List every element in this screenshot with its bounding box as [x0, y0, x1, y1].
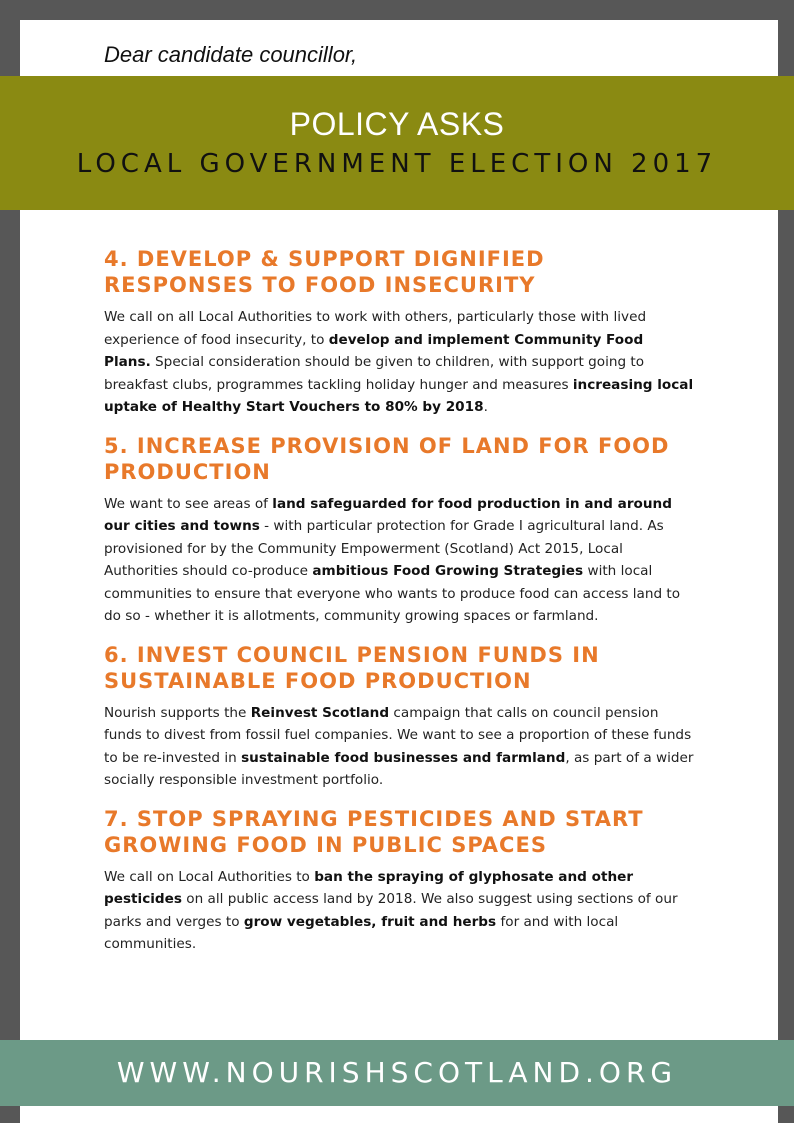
- body-emphasis: sustainable food businesses and farmland: [241, 749, 566, 766]
- policy-section-5: [104, 433, 694, 628]
- body-text: on all public access land by 2018. We also suggest using sections of our parks and verges to: [104, 891, 678, 930]
- policy-section-7: [104, 806, 694, 956]
- body-text: We call on Local Authorities to: [104, 868, 315, 885]
- title-banner: [0, 76, 794, 210]
- banner-subtitle: LOCAL GOVERNMENT ELECTION 2017: [76, 149, 718, 179]
- section-heading: 5. INCREASE PROVISION OF LAND FOR FOOD PRODUCTION: [104, 433, 670, 484]
- body-text: We want to see areas of: [104, 495, 273, 512]
- body-emphasis: develop and implement Community Food Plans.: [104, 331, 644, 370]
- banner-title: POLICY ASKS: [289, 106, 505, 142]
- body-emphasis: ambitious Food Growing Strategies: [312, 563, 584, 579]
- policy-section-4: [104, 246, 694, 419]
- body-text: .: [483, 399, 488, 415]
- section-body: [104, 306, 694, 419]
- section-body: [104, 866, 694, 956]
- policy-sections: [104, 246, 694, 970]
- greeting: Dear candidate councillor,: [104, 42, 358, 67]
- section-body: [104, 702, 694, 792]
- body-text: with local communities to ensure that everyone who wants to produce food can access land to do so - whether it is allotments, community growing spaces or farmland.: [104, 563, 681, 624]
- body-emphasis: increasing local uptake of Healthy Start Vouchers to 80% by 2018: [104, 376, 694, 415]
- body-text: for and with local communities.: [104, 913, 619, 952]
- section-heading: 7. STOP SPRAYING PESTICIDES AND START GROWING FOOD IN PUBLIC SPACES: [104, 806, 644, 857]
- body-text: - with particular protection for Grade I agricultural land. As provisioned for by the Community Empowerment (Scotland) Act 2015, Local Authorities should co-produce: [104, 518, 664, 579]
- body-text: Nourish supports the: [104, 704, 251, 721]
- policy-section-6: [104, 642, 694, 792]
- body-text: campaign that calls on council pension funds to divest from fossil fuel companies. We want to see a proportion of these funds to be re-invested in: [104, 704, 692, 766]
- website-url[interactable]: WWW.NOURISHSCOTLAND.ORG: [116, 1056, 678, 1089]
- body-text: , as part of a wider socially responsible investment portfolio.: [104, 749, 694, 788]
- body-emphasis: land safeguarded for food production in and around our cities and towns: [104, 495, 672, 534]
- section-heading: 6. INVEST COUNCIL PENSION FUNDS IN SUSTAINABLE FOOD PRODUCTION: [104, 642, 600, 693]
- body-text: Special consideration should be given to children, with support going to breakfast clubs, programmes tackling holiday hunger and measures: [104, 354, 645, 393]
- body-emphasis: ban the spraying of glyphosate and other pesticides: [104, 868, 634, 907]
- body-emphasis: grow vegetables, fruit and herbs: [243, 913, 497, 930]
- section-body: [104, 493, 694, 628]
- body-text: We call on all Local Authorities to work with others, particularly those with lived experience of food insecurity, to: [104, 309, 647, 348]
- body-emphasis: Reinvest Scotland: [250, 704, 390, 721]
- section-heading: 4. DEVELOP & SUPPORT DIGNIFIED RESPONSES TO FOOD INSECURITY: [104, 247, 545, 297]
- footer-bar: [0, 1040, 794, 1106]
